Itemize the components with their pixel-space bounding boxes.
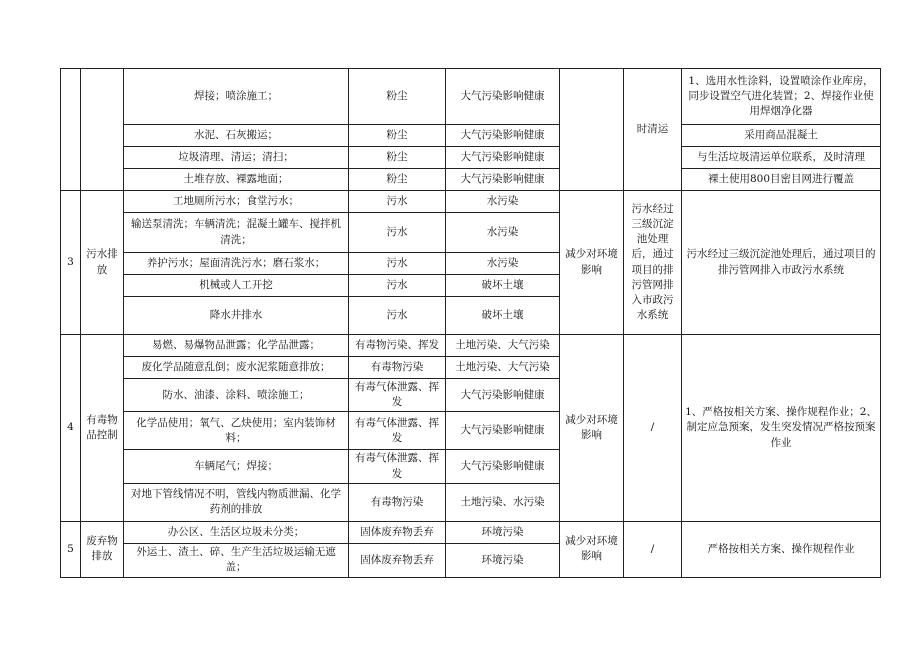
impact-cell: 破坏土壤	[446, 297, 560, 335]
pollutant-cell: 有毒物污染	[349, 357, 446, 379]
pollutant-cell: 粉尘	[349, 169, 446, 191]
category-cell	[81, 69, 124, 191]
target-cell: 减少对环境影响	[560, 521, 624, 577]
activity-cell: 工地厕所污水；食堂污水；	[124, 191, 349, 213]
target-cell: 减少对环境影响	[560, 191, 624, 335]
target-cell: 减少对环境影响	[560, 335, 624, 522]
item-number-cell	[61, 69, 81, 191]
impact-cell: 土地污染、大气污染	[446, 357, 560, 379]
activity-cell: 机械或人工开挖	[124, 275, 349, 297]
table-row	[61, 169, 881, 191]
activity-cell: 降水井排水	[124, 297, 349, 335]
activity-cell: 车辆尾气；焊接；	[124, 450, 349, 483]
pollutant-cell: 有毒气体泄露、挥发	[349, 379, 446, 412]
environmental-factors-table	[60, 68, 881, 578]
pollutant-cell: 固体废弃物丢弃	[349, 521, 446, 543]
pollutant-cell: 污水	[349, 213, 446, 253]
table-row	[61, 335, 881, 357]
pollutant-cell: 有毒物污染、挥发	[349, 335, 446, 357]
table-row	[61, 125, 881, 147]
impact-cell: 大气污染影响健康	[446, 412, 560, 450]
impact-cell: 土地污染、水污染	[446, 483, 560, 521]
current-measure-cell: 时清运	[624, 69, 682, 191]
pollutant-cell: 有毒物污染	[349, 483, 446, 521]
current-measure-cell: /	[624, 335, 682, 522]
activity-cell: 输送泵清洗；车辆清洗；混凝土罐车、搅拌机清洗；	[124, 213, 349, 253]
control-measure-cell: 污水经过三级沉淀池处理后，通过项目的排污管网排入市政污水系统	[682, 191, 881, 335]
activity-cell: 垃圾清理、清运；清扫；	[124, 147, 349, 169]
pollutant-cell: 粉尘	[349, 125, 446, 147]
control-measure-cell: 采用商品混凝土	[682, 125, 881, 147]
activity-cell: 土堆存放、裸露地面；	[124, 169, 349, 191]
impact-cell: 大气污染影响健康	[446, 379, 560, 412]
activity-cell: 废化学品随意乱倒；废水泥浆随意排放；	[124, 357, 349, 379]
impact-cell: 环境污染	[446, 521, 560, 543]
pollutant-cell: 污水	[349, 297, 446, 335]
pollutant-cell: 污水	[349, 253, 446, 275]
impact-cell: 环境污染	[446, 543, 560, 577]
table-row	[61, 147, 881, 169]
category-cell: 废弃物排放	[81, 521, 124, 577]
category-cell: 有毒物品控制	[81, 335, 124, 522]
control-measure-cell: 与生活垃圾清运单位联系，及时清理	[682, 147, 881, 169]
impact-cell: 水污染	[446, 253, 560, 275]
activity-cell: 对地下管线情况不明，管线内物质泄漏、化学药剂的排放	[124, 483, 349, 521]
activity-cell: 水泥、石灰搬运；	[124, 125, 349, 147]
table-row	[61, 191, 881, 213]
current-measure-cell: 污水经过三级沉淀池处理后，通过项目的排污管网排入市政污水系统	[624, 191, 682, 335]
item-number-cell: 4	[61, 335, 81, 522]
control-measure-cell: 1、严格按相关方案、操作规程作业；2、制定应急预案，发生突发情况严格按预案作业	[682, 335, 881, 522]
item-number-cell: 5	[61, 521, 81, 577]
activity-cell: 外运土、渣土、碎、生产生活垃圾运输无遮盖；	[124, 543, 349, 577]
target-cell	[560, 69, 624, 191]
control-measure-cell: 严格按相关方案、操作规程作业	[682, 521, 881, 577]
category-cell: 污水排放	[81, 191, 124, 335]
control-measure-cell: 1、选用水性涂料，设置喷涂作业库房，同步设置空气进化装置；2、焊接作业使用焊烟净化器	[682, 69, 881, 125]
pollutant-cell: 粉尘	[349, 147, 446, 169]
pollutant-cell: 有毒气体泄露、挥发	[349, 450, 446, 483]
pollutant-cell: 粉尘	[349, 69, 446, 125]
impact-cell: 水污染	[446, 213, 560, 253]
impact-cell: 水污染	[446, 191, 560, 213]
impact-cell: 大气污染影响健康	[446, 147, 560, 169]
impact-cell: 土地污染、大气污染	[446, 335, 560, 357]
pollutant-cell: 污水	[349, 275, 446, 297]
activity-cell: 化学品使用；氧气、乙炔使用；室内装饰材料；	[124, 412, 349, 450]
impact-cell: 大气污染影响健康	[446, 450, 560, 483]
impact-cell: 大气污染影响健康	[446, 69, 560, 125]
activity-cell: 易燃、易爆物品泄露；化学品泄露；	[124, 335, 349, 357]
pollutant-cell: 有毒气体泄露、挥发	[349, 412, 446, 450]
activity-cell: 防水、油漆、涂料、喷涂施工；	[124, 379, 349, 412]
control-measure-cell: 裸土使用800目密目网进行覆盖	[682, 169, 881, 191]
pollutant-cell: 污水	[349, 191, 446, 213]
item-number-cell: 3	[61, 191, 81, 335]
table-row	[61, 521, 881, 543]
pollutant-cell: 固体废弃物丢弃	[349, 543, 446, 577]
current-measure-cell: /	[624, 521, 682, 577]
activity-cell: 办公区、生活区垃圾未分类；	[124, 521, 349, 543]
table-row	[61, 69, 881, 125]
activity-cell: 养护污水；屋面清洗污水；磨石浆水；	[124, 253, 349, 275]
impact-cell: 大气污染影响健康	[446, 169, 560, 191]
impact-cell: 大气污染影响健康	[446, 125, 560, 147]
impact-cell: 破坏土壤	[446, 275, 560, 297]
activity-cell: 焊接；喷涂施工；	[124, 69, 349, 125]
